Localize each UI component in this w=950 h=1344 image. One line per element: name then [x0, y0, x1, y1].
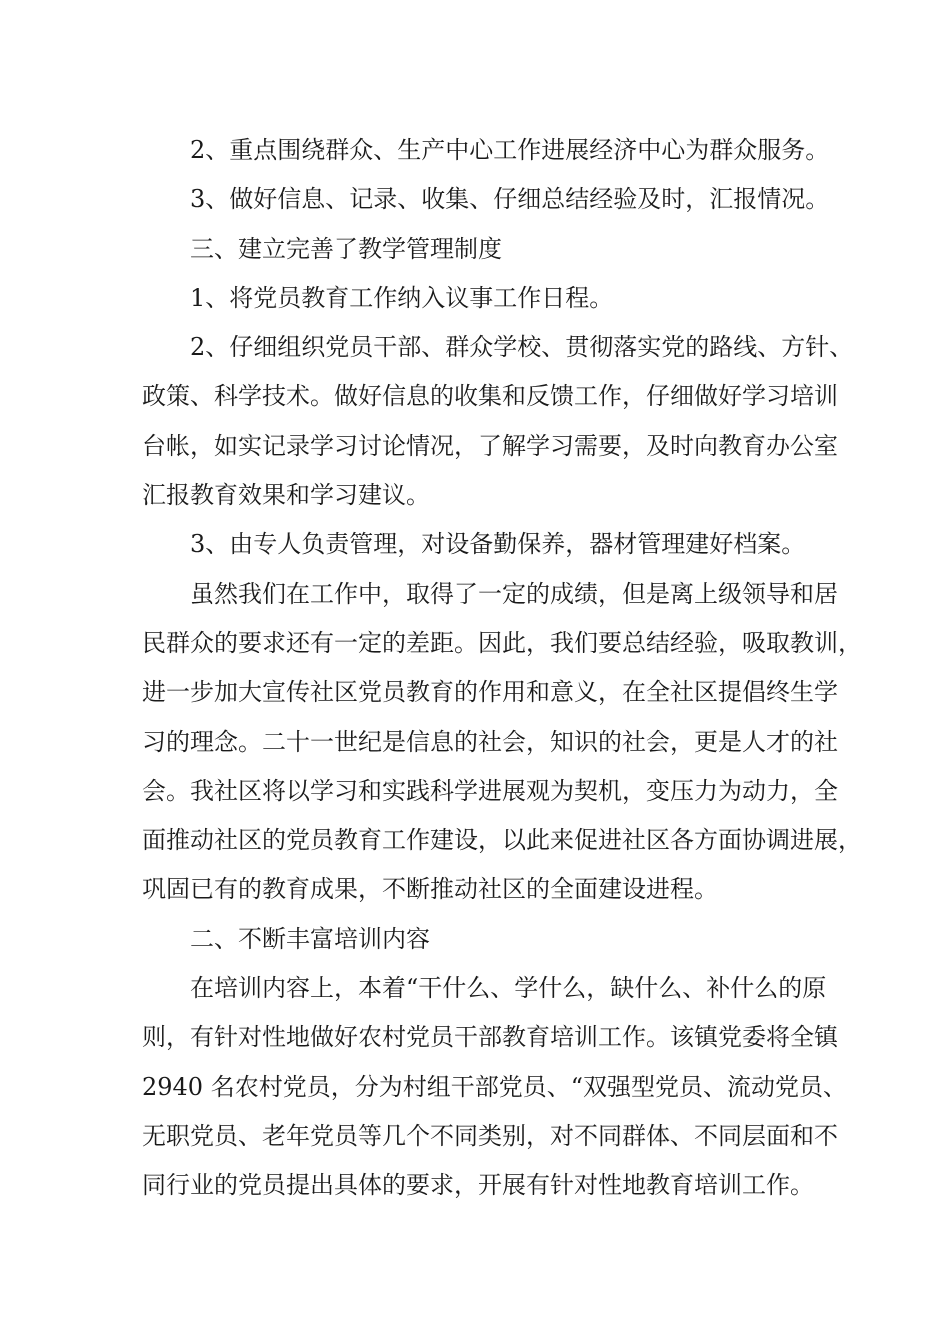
section-heading: 二、不断丰富培训内容 [190, 924, 430, 953]
text-line: 3、由专人负责管理，对设备勤保养，器材管理建好档案。 [190, 530, 806, 559]
text-line: 2、仔细组织党员干部、群众学校、贯彻落实党的路线、方针、 [190, 333, 854, 362]
text-line: 政策、科学技术。做好信息的收集和反馈工作，仔细做好学习培训 [142, 382, 838, 411]
text-line: 同行业的党员提出具体的要求，开展有针对性地教育培训工作。 [142, 1171, 814, 1200]
text-line: 民群众的要求还有一定的差距。因此，我们要总结经验，吸取教训， [142, 628, 862, 657]
text-line: 虽然我们在工作中，取得了一定的成绩，但是离上级领导和居 [190, 579, 838, 608]
text-line: 2940 名农村党员，分为村组干部党员、“双强型党员、流动党员、 [142, 1072, 847, 1101]
text-line: 则，有针对性地做好农村党员干部教育培训工作。该镇党委将全镇 [142, 1023, 838, 1052]
text-line: 1、将党员教育工作纳入议事工作日程。 [190, 283, 614, 312]
text-line: 无职党员、老年党员等几个不同类别，对不同群体、不同层面和不 [142, 1121, 838, 1150]
text-line: 汇报教育效果和学习建议。 [142, 481, 430, 510]
text-line: 面推动社区的党员教育工作建设，以此来促进社区各方面协调进展， [142, 826, 862, 855]
text-line: 习的理念。二十一世纪是信息的社会，知识的社会，更是人才的社 [142, 727, 838, 756]
text-line: 巩固已有的教育成果，不断推动社区的全面建设进程。 [142, 875, 718, 904]
document-body [142, 126, 862, 1211]
text-line: 在培训内容上，本着“干什么、学什么，缺什么、补什么的原 [190, 974, 827, 1003]
text-line: 进一步加大宣传社区党员教育的作用和意义，在全社区提倡终生学 [142, 678, 838, 707]
section-heading: 三、建立完善了教学管理制度 [190, 234, 502, 263]
text-line: 会。我社区将以学习和实践科学进展观为契机，变压力为动力，全 [142, 776, 838, 805]
text-line: 2、重点围绕群众、生产中心工作进展经济中心为群众服务。 [190, 136, 830, 164]
text-line: 台帐，如实记录学习讨论情况，了解学习需要，及时向教育办公室 [142, 431, 838, 460]
text-line: 3、做好信息、记录、收集、仔细总结经验及时，汇报情况。 [190, 185, 830, 214]
